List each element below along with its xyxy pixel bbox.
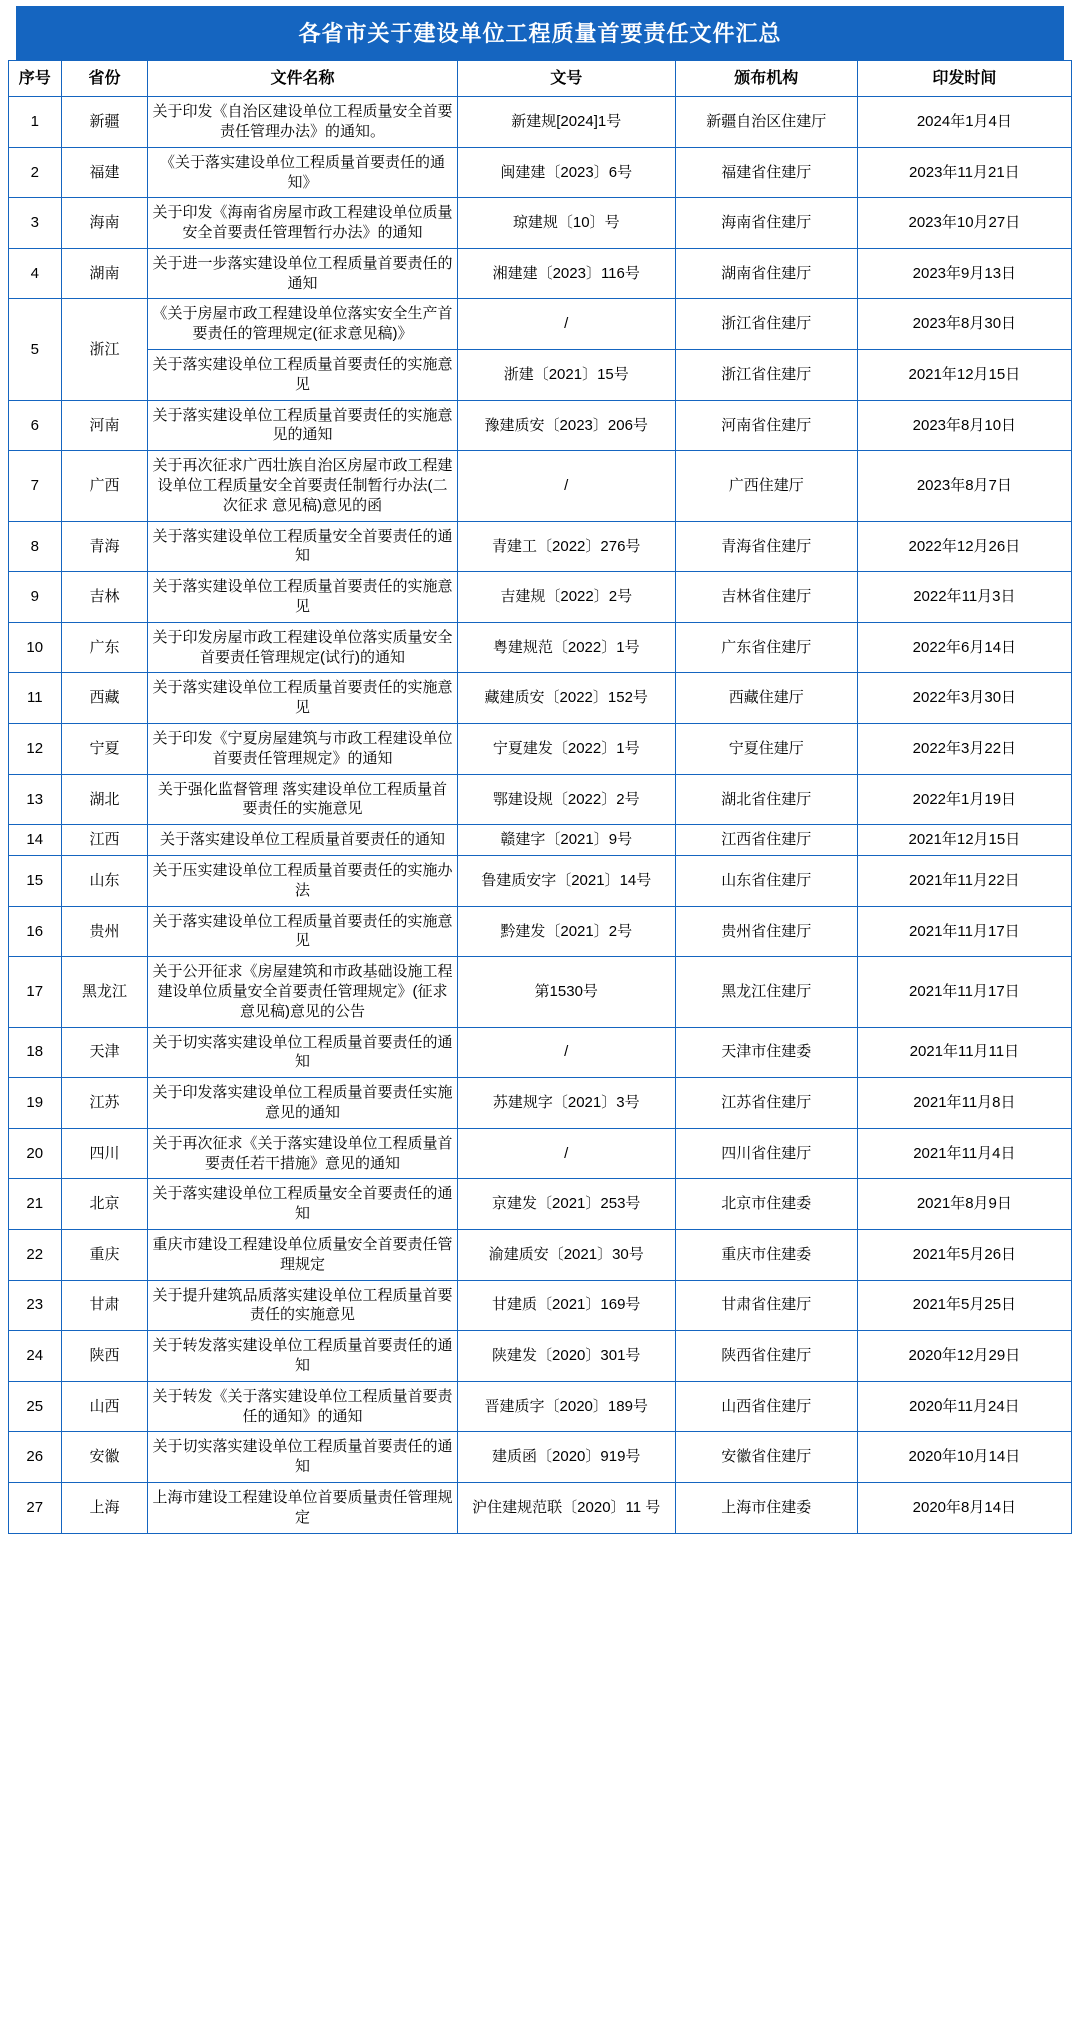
cell-issuing-organization: 江苏省住建厅	[675, 1078, 857, 1129]
cell-document-name: 关于印发《自治区建设单位工程质量安全首要责任管理办法》的通知。	[148, 97, 457, 148]
cell-document-number: /	[457, 1128, 675, 1179]
column-header-document-name: 文件名称	[148, 61, 457, 97]
table-row	[9, 521, 1072, 572]
cell-document-name: 关于进一步落实建设单位工程质量首要责任的通知	[148, 248, 457, 299]
table-row	[9, 957, 1072, 1027]
cell-document-name: 《关于房屋市政工程建设单位落实安全生产首要责任的管理规定(征求意见稿)》	[148, 299, 457, 350]
cell-index: 15	[9, 856, 62, 907]
table-row	[9, 1128, 1072, 1179]
cell-document-number: 第1530号	[457, 957, 675, 1027]
cell-province: 贵州	[61, 906, 148, 957]
cell-province: 山西	[61, 1381, 148, 1432]
cell-document-name: 关于转发落实建设单位工程质量首要责任的通知	[148, 1331, 457, 1382]
cell-issuing-organization: 甘肃省住建厅	[675, 1280, 857, 1331]
cell-index: 12	[9, 724, 62, 775]
cell-issue-date: 2022年6月14日	[857, 622, 1071, 673]
cell-document-name: 关于印发落实建设单位工程质量首要责任实施意见的通知	[148, 1078, 457, 1129]
cell-issue-date: 2021年11月11日	[857, 1027, 1071, 1078]
cell-province: 青海	[61, 521, 148, 572]
cell-document-number: 鄂建设规〔2022〕2号	[457, 774, 675, 825]
table-row	[9, 856, 1072, 907]
cell-issue-date: 2021年11月17日	[857, 906, 1071, 957]
cell-document-number: 闽建建〔2023〕6号	[457, 147, 675, 198]
cell-document-number: 藏建质安〔2022〕152号	[457, 673, 675, 724]
cell-document-number: 新建规[2024]1号	[457, 97, 675, 148]
cell-issue-date: 2021年11月4日	[857, 1128, 1071, 1179]
table-header-row	[9, 61, 1072, 97]
cell-issuing-organization: 西藏住建厅	[675, 673, 857, 724]
cell-issue-date: 2021年5月26日	[857, 1229, 1071, 1280]
cell-issuing-organization: 黑龙江住建厅	[675, 957, 857, 1027]
cell-issue-date: 2021年11月17日	[857, 957, 1071, 1027]
cell-province: 湖北	[61, 774, 148, 825]
cell-document-name: 上海市建设工程建设单位首要质量责任管理规定	[148, 1482, 457, 1533]
cell-index: 23	[9, 1280, 62, 1331]
cell-issuing-organization: 吉林省住建厅	[675, 572, 857, 623]
cell-province: 河南	[61, 400, 148, 451]
cell-issue-date: 2020年11月24日	[857, 1381, 1071, 1432]
cell-document-number: 浙建〔2021〕15号	[457, 350, 675, 401]
cell-issuing-organization: 河南省住建厅	[675, 400, 857, 451]
cell-province: 吉林	[61, 572, 148, 623]
cell-document-name: 关于落实建设单位工程质量安全首要责任的通知	[148, 1179, 457, 1230]
cell-issue-date: 2022年11月3日	[857, 572, 1071, 623]
cell-document-number: 琼建规〔10〕号	[457, 198, 675, 249]
cell-index: 16	[9, 906, 62, 957]
table-row	[9, 825, 1072, 856]
cell-issue-date: 2023年8月7日	[857, 451, 1071, 521]
cell-document-name: 关于转发《关于落实建设单位工程质量首要责任的通知》的通知	[148, 1381, 457, 1432]
cell-document-name: 关于切实落实建设单位工程质量首要责任的通知	[148, 1432, 457, 1483]
cell-issuing-organization: 青海省住建厅	[675, 521, 857, 572]
cell-issue-date: 2023年8月10日	[857, 400, 1071, 451]
cell-document-name: 关于落实建设单位工程质量首要责任的实施意见	[148, 673, 457, 724]
table-row	[9, 906, 1072, 957]
cell-province: 广东	[61, 622, 148, 673]
cell-document-name: 关于落实建设单位工程质量安全首要责任的通知	[148, 521, 457, 572]
cell-issuing-organization: 广西住建厅	[675, 451, 857, 521]
cell-document-number: 甘建质〔2021〕169号	[457, 1280, 675, 1331]
cell-document-name: 关于再次征求《关于落实建设单位工程质量首要责任若干措施》意见的通知	[148, 1128, 457, 1179]
cell-document-number: 苏建规字〔2021〕3号	[457, 1078, 675, 1129]
cell-issue-date: 2021年11月8日	[857, 1078, 1071, 1129]
table-row	[9, 1280, 1072, 1331]
cell-index: 3	[9, 198, 62, 249]
table-row	[9, 248, 1072, 299]
cell-document-name: 关于落实建设单位工程质量首要责任的通知	[148, 825, 457, 856]
cell-province: 黑龙江	[61, 957, 148, 1027]
cell-document-name: 关于提升建筑品质落实建设单位工程质量首要责任的实施意见	[148, 1280, 457, 1331]
cell-issuing-organization: 安徽省住建厅	[675, 1432, 857, 1483]
cell-issue-date: 2022年3月30日	[857, 673, 1071, 724]
table-row	[9, 1078, 1072, 1129]
cell-index: 8	[9, 521, 62, 572]
table-row	[9, 774, 1072, 825]
cell-index: 25	[9, 1381, 62, 1432]
cell-issuing-organization: 上海市住建委	[675, 1482, 857, 1533]
cell-issue-date: 2024年1月4日	[857, 97, 1071, 148]
cell-province: 江西	[61, 825, 148, 856]
cell-document-name: 关于印发房屋市政工程建设单位落实质量安全首要责任管理规定(试行)的通知	[148, 622, 457, 673]
cell-issue-date: 2021年8月9日	[857, 1179, 1071, 1230]
cell-document-number: 沪住建规范联〔2020〕11 号	[457, 1482, 675, 1533]
cell-issue-date: 2021年5月25日	[857, 1280, 1071, 1331]
cell-index: 19	[9, 1078, 62, 1129]
cell-document-name: 《关于落实建设单位工程质量首要责任的通知》	[148, 147, 457, 198]
cell-index: 20	[9, 1128, 62, 1179]
cell-issue-date: 2022年1月19日	[857, 774, 1071, 825]
cell-province: 上海	[61, 1482, 148, 1533]
table-row	[9, 572, 1072, 623]
cell-document-name: 关于落实建设单位工程质量首要责任的实施意见的通知	[148, 400, 457, 451]
table-row	[9, 451, 1072, 521]
cell-issuing-organization: 海南省住建厅	[675, 198, 857, 249]
cell-document-name: 关于落实建设单位工程质量首要责任的实施意见	[148, 572, 457, 623]
cell-issuing-organization: 四川省住建厅	[675, 1128, 857, 1179]
table-row	[9, 673, 1072, 724]
table-row	[9, 350, 1072, 401]
cell-index: 6	[9, 400, 62, 451]
cell-province: 安徽	[61, 1432, 148, 1483]
cell-index: 4	[9, 248, 62, 299]
cell-index: 1	[9, 97, 62, 148]
table-row	[9, 1432, 1072, 1483]
cell-document-number: 陕建发〔2020〕301号	[457, 1331, 675, 1382]
cell-issuing-organization: 贵州省住建厅	[675, 906, 857, 957]
table-row	[9, 198, 1072, 249]
cell-province: 广西	[61, 451, 148, 521]
column-header-issue-date: 印发时间	[857, 61, 1071, 97]
cell-issuing-organization: 湖北省住建厅	[675, 774, 857, 825]
cell-index: 2	[9, 147, 62, 198]
cell-issuing-organization: 浙江省住建厅	[675, 299, 857, 350]
cell-index: 21	[9, 1179, 62, 1230]
cell-province: 宁夏	[61, 724, 148, 775]
table-row	[9, 622, 1072, 673]
cell-document-number: /	[457, 1027, 675, 1078]
cell-issue-date: 2021年11月22日	[857, 856, 1071, 907]
cell-province: 湖南	[61, 248, 148, 299]
table-row	[9, 1331, 1072, 1382]
cell-document-number: 湘建建〔2023〕116号	[457, 248, 675, 299]
cell-index: 7	[9, 451, 62, 521]
cell-document-name: 关于落实建设单位工程质量首要责任的实施意见	[148, 906, 457, 957]
table-row	[9, 1482, 1072, 1533]
cell-issue-date: 2022年12月26日	[857, 521, 1071, 572]
cell-issue-date: 2021年12月15日	[857, 825, 1071, 856]
cell-issue-date: 2023年8月30日	[857, 299, 1071, 350]
cell-document-number: 京建发〔2021〕253号	[457, 1179, 675, 1230]
cell-issue-date: 2021年12月15日	[857, 350, 1071, 401]
cell-document-name: 关于公开征求《房屋建筑和市政基础设施工程建设单位质量安全首要责任管理规定》(征求意见稿)意见的公告	[148, 957, 457, 1027]
cell-issue-date: 2020年8月14日	[857, 1482, 1071, 1533]
cell-document-number: 赣建字〔2021〕9号	[457, 825, 675, 856]
cell-issuing-organization: 天津市住建委	[675, 1027, 857, 1078]
cell-province: 福建	[61, 147, 148, 198]
cell-document-name: 关于印发《海南省房屋市政工程建设单位质量安全首要责任管理暂行办法》的通知	[148, 198, 457, 249]
table-row	[9, 724, 1072, 775]
cell-document-name: 关于强化监督管理 落实建设单位工程质量首要责任的实施意见	[148, 774, 457, 825]
table-row	[9, 97, 1072, 148]
cell-issuing-organization: 宁夏住建厅	[675, 724, 857, 775]
cell-province: 新疆	[61, 97, 148, 148]
cell-issuing-organization: 陕西省住建厅	[675, 1331, 857, 1382]
cell-province: 四川	[61, 1128, 148, 1179]
page-title: 各省市关于建设单位工程质量首要责任文件汇总	[16, 6, 1064, 60]
cell-document-number: /	[457, 451, 675, 521]
cell-index: 26	[9, 1432, 62, 1483]
cell-document-number: 青建工〔2022〕276号	[457, 521, 675, 572]
document-page	[0, 6, 1080, 1544]
cell-issuing-organization: 北京市住建委	[675, 1179, 857, 1230]
cell-issue-date: 2023年11月21日	[857, 147, 1071, 198]
cell-index: 14	[9, 825, 62, 856]
cell-province: 北京	[61, 1179, 148, 1230]
cell-document-name: 关于再次征求广西壮族自治区房屋市政工程建设单位工程质量安全首要责任制暂行办法(二次征求 意见稿)意见的函	[148, 451, 457, 521]
cell-province: 江苏	[61, 1078, 148, 1129]
column-header-document-number: 文号	[457, 61, 675, 97]
cell-document-number: /	[457, 299, 675, 350]
cell-index: 5	[9, 299, 62, 400]
cell-issuing-organization: 山东省住建厅	[675, 856, 857, 907]
cell-province: 陕西	[61, 1331, 148, 1382]
policy-documents-table	[8, 60, 1072, 1534]
cell-province: 重庆	[61, 1229, 148, 1280]
cell-issuing-organization: 浙江省住建厅	[675, 350, 857, 401]
cell-document-number: 宁夏建发〔2022〕1号	[457, 724, 675, 775]
cell-province: 天津	[61, 1027, 148, 1078]
cell-document-name: 关于印发《宁夏房屋建筑与市政工程建设单位首要责任管理规定》的通知	[148, 724, 457, 775]
cell-issuing-organization: 新疆自治区住建厅	[675, 97, 857, 148]
cell-province: 西藏	[61, 673, 148, 724]
cell-document-name: 关于落实建设单位工程质量首要责任的实施意见	[148, 350, 457, 401]
column-header-index: 序号	[9, 61, 62, 97]
cell-document-number: 豫建质安〔2023〕206号	[457, 400, 675, 451]
table-row	[9, 400, 1072, 451]
cell-issuing-organization: 福建省住建厅	[675, 147, 857, 198]
column-header-province: 省份	[61, 61, 148, 97]
cell-document-name: 关于切实落实建设单位工程质量首要责任的通知	[148, 1027, 457, 1078]
cell-province: 甘肃	[61, 1280, 148, 1331]
cell-province: 浙江	[61, 299, 148, 400]
cell-province: 海南	[61, 198, 148, 249]
cell-issue-date: 2023年10月27日	[857, 198, 1071, 249]
cell-index: 11	[9, 673, 62, 724]
cell-document-number: 黔建发〔2021〕2号	[457, 906, 675, 957]
cell-document-number: 晋建质字〔2020〕189号	[457, 1381, 675, 1432]
cell-document-number: 鲁建质安字〔2021〕14号	[457, 856, 675, 907]
cell-document-number: 建质函〔2020〕919号	[457, 1432, 675, 1483]
cell-issue-date: 2020年12月29日	[857, 1331, 1071, 1382]
cell-document-name: 重庆市建设工程建设单位质量安全首要责任管理规定	[148, 1229, 457, 1280]
cell-document-number: 粤建规范〔2022〕1号	[457, 622, 675, 673]
cell-issuing-organization: 江西省住建厅	[675, 825, 857, 856]
table-row	[9, 299, 1072, 350]
cell-issue-date: 2022年3月22日	[857, 724, 1071, 775]
table-header	[9, 61, 1072, 97]
cell-index: 18	[9, 1027, 62, 1078]
table-row	[9, 1229, 1072, 1280]
table-row	[9, 1179, 1072, 1230]
table-row	[9, 147, 1072, 198]
cell-index: 13	[9, 774, 62, 825]
cell-index: 10	[9, 622, 62, 673]
cell-issue-date: 2023年9月13日	[857, 248, 1071, 299]
cell-index: 22	[9, 1229, 62, 1280]
cell-issuing-organization: 山西省住建厅	[675, 1381, 857, 1432]
cell-index: 24	[9, 1331, 62, 1382]
column-header-issuing-organization: 颁布机构	[675, 61, 857, 97]
cell-issuing-organization: 重庆市住建委	[675, 1229, 857, 1280]
table-row	[9, 1027, 1072, 1078]
cell-document-name: 关于压实建设单位工程质量首要责任的实施办法	[148, 856, 457, 907]
table-row	[9, 1381, 1072, 1432]
cell-index: 17	[9, 957, 62, 1027]
cell-document-number: 吉建规〔2022〕2号	[457, 572, 675, 623]
cell-province: 山东	[61, 856, 148, 907]
cell-issue-date: 2020年10月14日	[857, 1432, 1071, 1483]
cell-document-number: 渝建质安〔2021〕30号	[457, 1229, 675, 1280]
cell-index: 27	[9, 1482, 62, 1533]
cell-issuing-organization: 广东省住建厅	[675, 622, 857, 673]
cell-index: 9	[9, 572, 62, 623]
cell-issuing-organization: 湖南省住建厅	[675, 248, 857, 299]
table-body	[9, 97, 1072, 1533]
